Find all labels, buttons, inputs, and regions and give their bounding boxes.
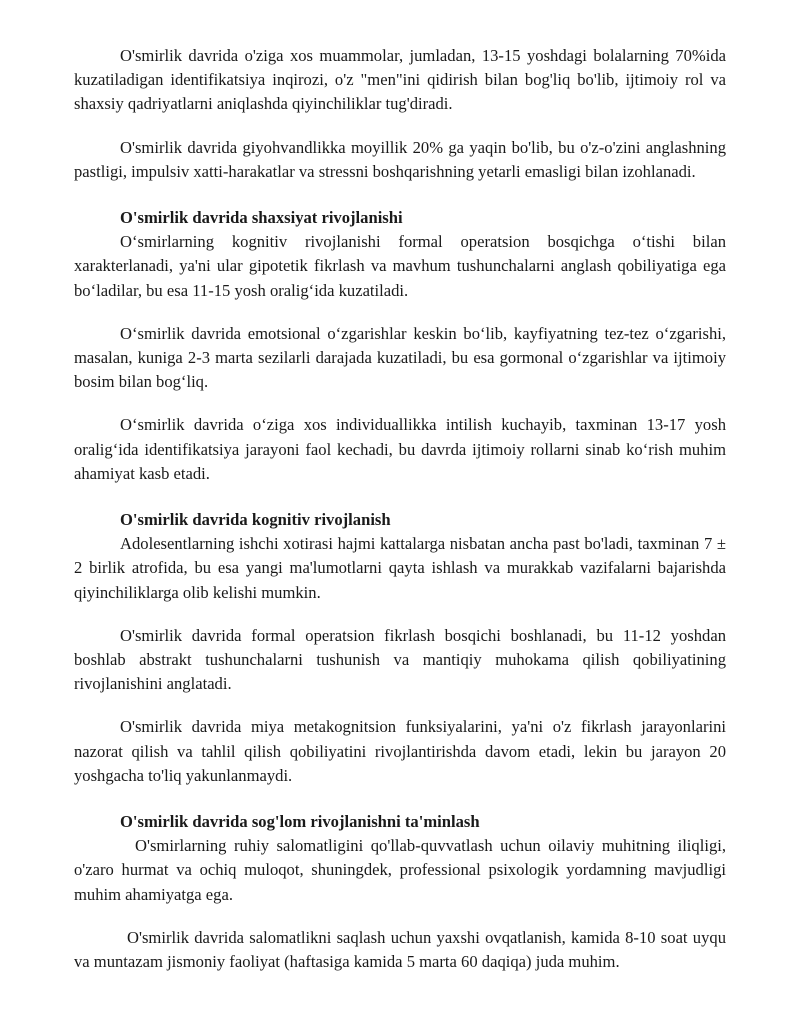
paragraph: O‘smirlik davrida emotsional o‘zgarishlar keskin bo‘lib, kayfiyatning tez-tez o‘zgarishi, masalan, kuniga 2-3 marta sezilarli darajada kuzatiladi, bu esa gormonal o‘zgarishlar va ijtimoiy bosim bilan bog‘liq. [74,323,726,392]
paragraph: O'smirlik davrida o'ziga xos muammolar, jumladan, 13-15 yoshdagi bolalarning 70%ida kuzatiladigan identifikatsiya inqirozi, o'z "men"ini qidirish bilan bog'liq bo'lib, ijtimoiy rol va shaxsiy qadriyatlarni aniqlashda qiyinchiliklar tug'diradi. [74,46,726,114]
document-page [74,44,726,974]
section-heading: O'smirlik davrida shaxsiyat rivojlanishi [120,208,403,228]
paragraph: O'smirlik davrida giyohvandlikka moyillik 20% ga yaqin bo'lib, bu o'z-o'zini anglashning pastligi, impulsiv xatti-harakatlar va stressni boshqarishning yetarli emasligi bilan izohlanadi. [74,137,726,181]
paragraph: O‘smirlik davrida o‘ziga xos individuallikka intilish kuchayib, taxminan 13-17 yosh oralig‘ida identifikatsiya jarayoni faol kechadi, bu davrda ijtimoiy rollarni sinab ko‘rish muhim ahamiyat kasb etadi. [74,415,726,483]
paragraph: O'smirlik davrida miya metakognitsion funksiyalarini, ya'ni o'z fikrlash jarayonlarini nazorat qilish va tahlil qilish qobiliyatini rivojlantirishda davom etadi, lekin bu jarayon 20 yoshgacha to'liq yakunlanmaydi. [74,717,726,785]
paragraph: O'smirlik davrida salomatlikni saqlash uchun yaxshi ovqatlanish, kamida 8-10 soat uyqu va muntazam jismoniy faoliyat (haftasiga kamida 5 marta 60 daqiqa) juda muhim. [74,927,726,972]
paragraph: O'smirlik davrida formal operatsion fikrlash bosqichi boshlanadi, bu 11-12 yoshdan boshlab abstrakt tushunchalarni tushunish va mantiqiy muhokama qilish qobiliyatining rivojlanishini anglatadi. [74,625,726,694]
paragraph: O‘smirlarning kognitiv rivojlanishi formal operatsion bosqichga o‘tishi bilan xarakterlanadi, ya'ni ular gipotetik fikrlash va mavhum tushunchalarni anglash qobiliyatiga ega bo‘ladilar, bu esa 11-15 yosh oralig‘ida kuzatiladi. [74,232,726,300]
section-heading: O'smirlik davrida sog'lom rivojlanishni ta'minlash [120,812,480,832]
paragraph: Adolesentlarning ishchi xotirasi hajmi kattalarga nisbatan ancha past bo'ladi, taxminan 7 ± 2 birlik atrofida, bu esa yangi ma'lumotlarni qayta ishlash va murakkab vazifalarni bajarishda qiyinchiliklarga olib kelishi mumkin. [74,534,726,602]
section-heading: O'smirlik davrida kognitiv rivojlanish [120,510,391,530]
paragraph: O'smirlarning ruhiy salomatligini qo'llab-quvvatlash uchun oilaviy muhitning iliqligi, o'zaro hurmat va ochiq muloqot, shuningdek, professional psixologik yordamning mavjudligi muhim ahamiyatga ega. [74,836,726,904]
